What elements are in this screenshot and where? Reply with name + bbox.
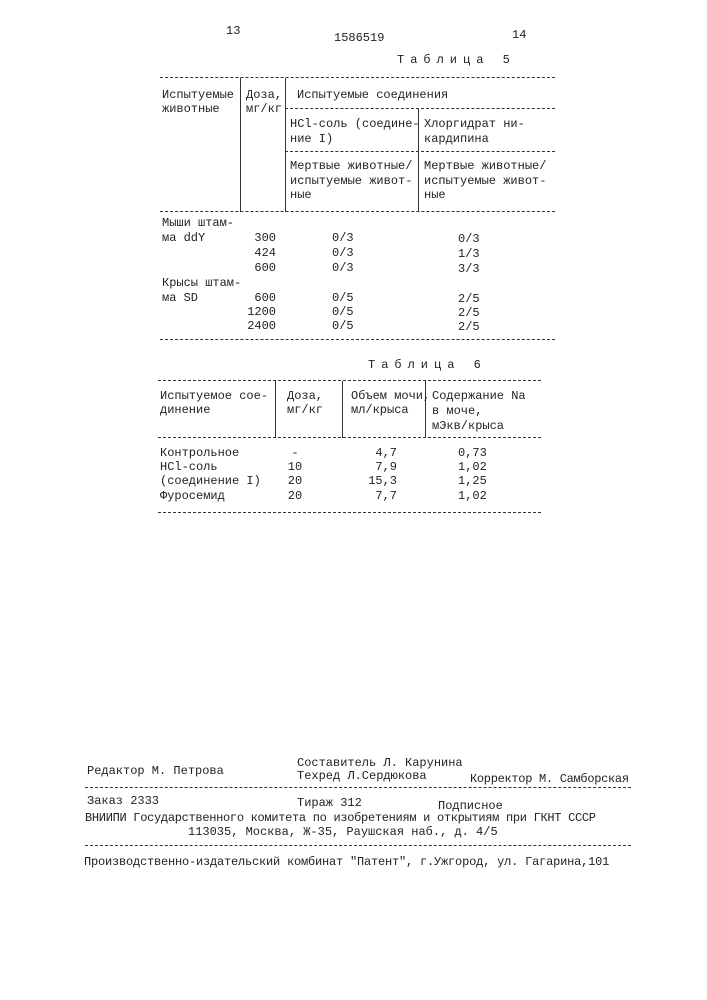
result-value: 0/3 xyxy=(332,246,354,260)
header-result-2: испытуемые живот- xyxy=(424,174,546,188)
result-value: 0/3 xyxy=(458,232,480,246)
dose-value: 2400 xyxy=(240,319,276,333)
header-dose: мг/кг xyxy=(246,102,282,116)
header-result-2: Мертвые животные/ xyxy=(424,159,546,173)
animal-group: ма ddY xyxy=(162,231,205,245)
header-compound-1: ние I) xyxy=(290,132,333,146)
compound-name: (соединение I) xyxy=(160,474,261,488)
divider xyxy=(285,151,555,152)
header-compound-1: HCl-соль (соедине- xyxy=(290,117,420,131)
editor: Редактор М. Петрова xyxy=(87,764,224,778)
header-sodium: Содержание Na xyxy=(432,389,526,403)
sodium-value: 1,25 xyxy=(458,474,487,488)
header-dose: Доза, xyxy=(287,389,323,403)
dose-value: - xyxy=(280,446,310,460)
divider xyxy=(240,78,241,212)
address: 113035, Москва, Ж-35, Раушская наб., д. 4/5 xyxy=(188,825,498,839)
dose-value: 20 xyxy=(280,489,310,503)
header-dose: Доза, xyxy=(246,88,282,102)
header-volume: мл/крыса xyxy=(351,403,409,417)
result-value: 1/3 xyxy=(458,247,480,261)
header-result-1: ные xyxy=(290,188,312,202)
table-5-title: Таблица 5 xyxy=(397,53,516,67)
header-sodium: мЭкв/крыса xyxy=(432,419,504,433)
page-number-right: 14 xyxy=(512,28,526,42)
header-result-2: ные xyxy=(424,188,446,202)
result-value: 0/3 xyxy=(332,231,354,245)
animal-group: Крысы штам- xyxy=(162,276,241,290)
divider xyxy=(160,339,555,340)
divider xyxy=(85,787,631,788)
subscription: Подписное xyxy=(438,799,503,813)
header-animals: Испытуемые xyxy=(162,88,234,102)
header-dose: мг/кг xyxy=(287,403,323,417)
header-compound-2: кардипина xyxy=(424,132,489,146)
compound-name: Контрольное xyxy=(160,446,239,460)
divider xyxy=(85,845,631,846)
sodium-value: 1,02 xyxy=(458,460,487,474)
volume-value: 4,7 xyxy=(360,446,397,460)
result-value: 3/3 xyxy=(458,262,480,276)
dose-value: 20 xyxy=(280,474,310,488)
result-value: 2/5 xyxy=(458,320,480,334)
divider xyxy=(160,211,555,212)
volume-value: 7,7 xyxy=(360,489,397,503)
divider xyxy=(158,380,541,381)
compound-name: HCl-соль xyxy=(160,460,218,474)
divider xyxy=(342,381,343,438)
header-animals: животные xyxy=(162,102,220,116)
dose-value: 424 xyxy=(240,246,276,260)
animal-group: Мыши штам- xyxy=(162,216,234,230)
header-compound-2: Хлоргидрат ни- xyxy=(424,117,525,131)
compound-name: Фуросемид xyxy=(160,489,225,503)
result-value: 0/3 xyxy=(332,261,354,275)
corrector: Корректор М. Самборская xyxy=(470,772,629,786)
divider xyxy=(275,381,276,438)
sodium-value: 0,73 xyxy=(458,446,487,460)
compiler: Составитель Л. Карунина xyxy=(297,756,463,770)
header-compounds: Испытуемые соединения xyxy=(297,88,448,102)
dose-value: 10 xyxy=(280,460,310,474)
techred: Техред Л.Сердюкова xyxy=(297,769,427,783)
result-value: 0/5 xyxy=(332,319,354,333)
page-number-left: 13 xyxy=(226,24,240,38)
divider xyxy=(160,77,555,78)
result-value: 2/5 xyxy=(458,292,480,306)
header-compound: Испытуемое сое- xyxy=(160,389,268,403)
dose-value: 300 xyxy=(240,231,276,245)
publisher: Производственно-издательский комбинат "Патент", г.Ужгород, ул. Гагарина,101 xyxy=(84,855,609,869)
divider xyxy=(158,437,541,438)
divider xyxy=(285,78,286,212)
header-result-1: Мертвые животные/ xyxy=(290,159,412,173)
order-number: Заказ 2333 xyxy=(87,794,159,808)
dose-value: 1200 xyxy=(240,305,276,319)
result-value: 0/5 xyxy=(332,305,354,319)
volume-value: 15,3 xyxy=(360,474,397,488)
table-6-title: Таблица 6 xyxy=(368,358,487,372)
header-volume: Объем мочи, xyxy=(351,389,430,403)
circulation: Тираж 312 xyxy=(297,796,362,810)
result-value: 2/5 xyxy=(458,306,480,320)
divider xyxy=(285,108,555,109)
animal-group: ма SD xyxy=(162,291,198,305)
result-value: 0/5 xyxy=(332,291,354,305)
header-compound: динение xyxy=(160,403,210,417)
header-sodium: в моче, xyxy=(432,404,482,418)
divider xyxy=(158,512,541,513)
sodium-value: 1,02 xyxy=(458,489,487,503)
volume-value: 7,9 xyxy=(360,460,397,474)
institute: ВНИИПИ Государственного комитета по изобретениям и открытиям при ГКНТ СССР xyxy=(85,811,596,825)
patent-number: 1586519 xyxy=(334,31,384,45)
header-result-1: испытуемые живот- xyxy=(290,174,412,188)
dose-value: 600 xyxy=(240,291,276,305)
dose-value: 600 xyxy=(240,261,276,275)
